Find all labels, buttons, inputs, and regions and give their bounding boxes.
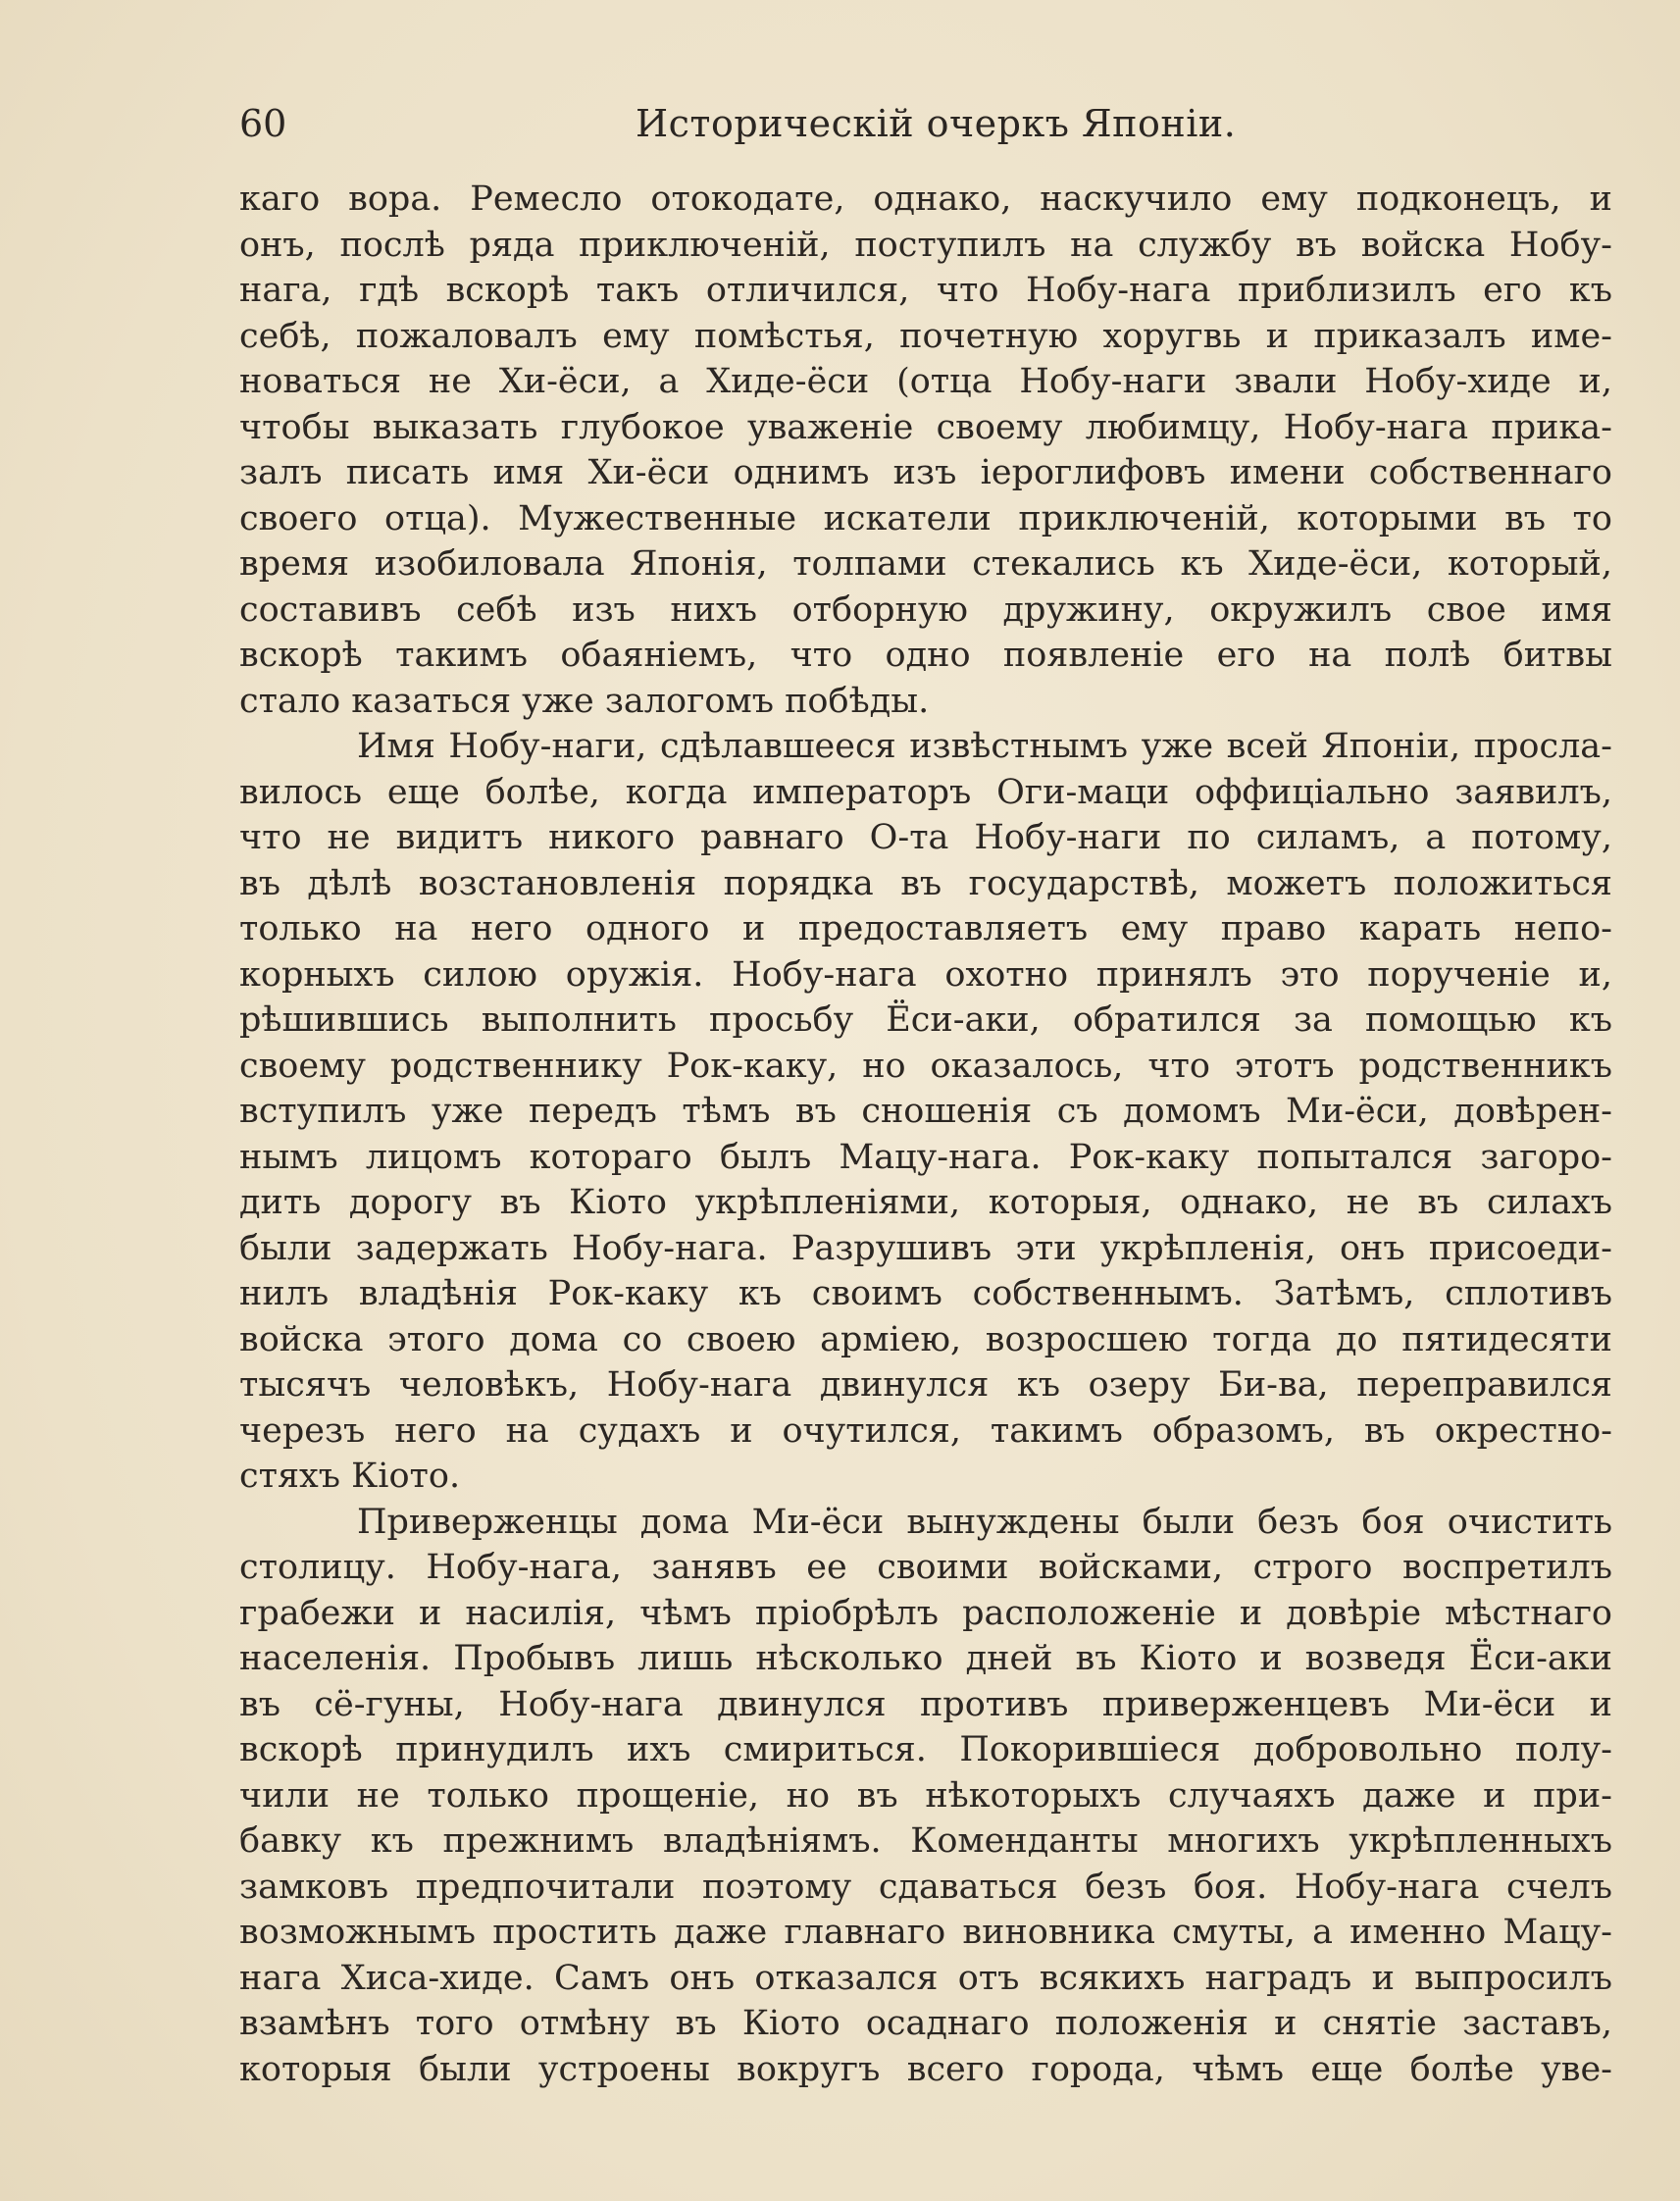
text-line: чили не только прощеніе, но въ нѣкоторыхъ случаяхъ даже и при- [239,1775,1612,1816]
text-line: только на него одного и предоставляетъ ему право карать непо- [239,909,1612,948]
running-head [239,94,1612,153]
text-line: черезъ него на судахъ и очутился, такимъ образомъ, въ окрестно- [239,1410,1612,1451]
text-line: залъ писать имя Хи-ёси однимъ изъ іероглифовъ имени собственнаго [239,453,1612,492]
text-line: стало казаться уже залогомъ побѣды. [239,681,930,721]
text-line: Имя Нобу-наги, сдѣлавшееся извѣстнымъ уже всей Японіи, просла- [357,727,1612,766]
text-line: своему родственнику Рок-каку, но оказалось, что этотъ родственникъ [239,1046,1612,1086]
text-line: столицу. Нобу-нага, занявъ ее своими войсками, строго воспретилъ [239,1548,1612,1587]
text-line: въ сё-гуны, Нобу-нага двинулся противъ приверженцевъ Ми-ёси и [239,1684,1612,1724]
text-line: корныхъ силою оружія. Нобу-нага охотно принялъ это порученіе и, [239,954,1612,995]
text-line: которыя были устроены вокругъ всего города, чѣмъ еще болѣе уве- [239,2049,1612,2089]
text-line: новаться не Хи-ёси, а Хиде-ёси (отца Нобу-наги звали Нобу-хиде и, [239,362,1612,401]
text-line: нымъ лицомъ котораго былъ Мацу-нага. Рок-каку попытался загоро- [239,1137,1612,1177]
text-line: замковъ предпочитали поэтому сдаваться безъ боя. Нобу-нага счелъ [239,1867,1612,1907]
paragraph [239,1500,1612,2093]
text-line: стяхъ Кіото. [239,1457,461,1496]
text-line: тысячъ человѣкъ, Нобу-нага двинулся къ озеру Би-ва, переправился [239,1365,1612,1405]
text-line: взамѣнъ того отмѣну въ Кіото осаднаго положенія и снятіе заставъ, [239,2004,1612,2043]
text-line: нага Хиса-хиде. Самъ онъ отказался отъ всякихъ наградъ и выпросилъ [239,1958,1612,1998]
text-line: нилъ владѣнія Рок-каку къ своимъ собственнымъ. Затѣмъ, сплотивъ [239,1274,1612,1313]
running-title: Историческій очеркъ Японіи. [636,102,1237,145]
text-line: каго вора. Ремесло отокодате, однако, наскучило ему подконецъ, и [239,179,1612,219]
text-line: вскорѣ такимъ обаяніемъ, что одно появленіе его на полѣ битвы [239,636,1612,675]
text-line: грабежи и насилія, чѣмъ пріобрѣлъ расположеніе и довѣріе мѣстнаго [239,1593,1612,1633]
paragraph [239,177,1612,724]
text-line: возможнымъ простить даже главнаго виновника смуты, а именно Мацу- [239,1913,1612,1952]
text-line: составивъ себѣ изъ нихъ отборную дружину, окружилъ свое имя [239,589,1612,630]
text-line: вступилъ уже передъ тѣмъ въ сношенія съ домомъ Ми-ёси, довѣрен- [239,1092,1612,1131]
text-line: въ дѣлѣ возстановленія порядка въ государствѣ, можетъ положиться [239,863,1612,903]
text-line: что не видитъ никого равнаго О-та Нобу-наги по силамъ, а потому, [239,818,1612,857]
text-line: себѣ, пожаловалъ ему помѣстья, почетную хоругвь и приказалъ име- [239,316,1612,356]
text-line: чтобы выказать глубокое уваженіе своему любимцу, Нобу-нага прика- [239,407,1612,447]
text-line: рѣшившись выполнить просьбу Ёси-аки, обратился за помощью къ [239,1000,1612,1040]
page-number: 60 [239,102,287,145]
text-line: нага, гдѣ вскорѣ такъ отличился, что Нобу-нага приблизилъ его къ [239,271,1612,310]
text-line: были задержать Нобу-нага. Разрушивъ эти укрѣпленія, онъ присоеди- [239,1228,1612,1268]
text-line: своего отца). Мужественные искатели приключеній, которыми въ то [239,498,1612,538]
text-line: время изобиловала Японія, толпами стекались къ Хиде-ёси, который, [239,544,1612,584]
text-line: вскорѣ принудилъ ихъ смириться. Покорившіеся добровольно полу- [239,1730,1612,1769]
text-line: вилось еще болѣе, когда императоръ Оги-маци оффиціально заявилъ, [239,772,1612,812]
paragraph [239,724,1612,1500]
text-line: бавку къ прежнимъ владѣніямъ. Коменданты многихъ укрѣпленныхъ [239,1821,1612,1861]
text-line: войска этого дома со своею арміею, возросшею тогда до пятидесяти [239,1319,1612,1359]
body-text [239,177,1612,2092]
text-line: дить дорогу въ Кіото укрѣпленіями, которыя, однако, не въ силахъ [239,1183,1612,1222]
text-line: населенія. Пробывъ лишь нѣсколько дней въ Кіото и возведя Ёси-аки [239,1639,1612,1678]
text-line: Приверженцы дома Ми-ёси вынуждены были безъ боя очистить [357,1502,1612,1542]
text-line: онъ, послѣ ряда приключеній, поступилъ на службу въ войска Нобу- [239,225,1612,265]
